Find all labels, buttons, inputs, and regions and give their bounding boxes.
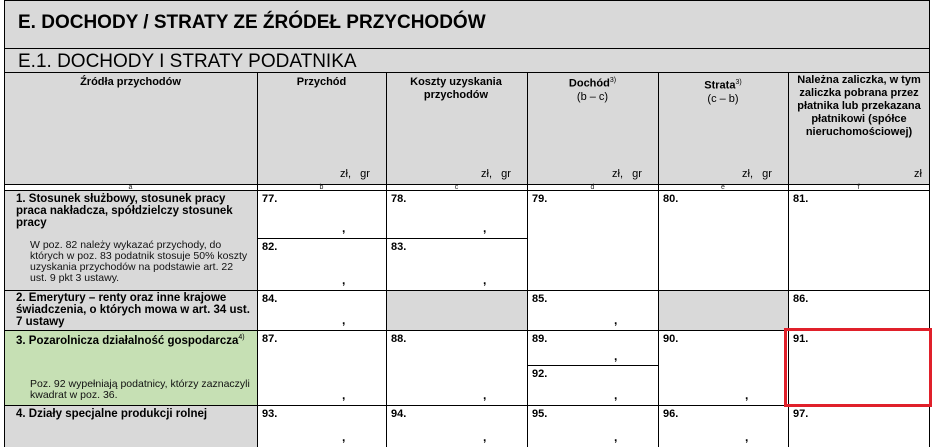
- col-letter-f: f: [857, 184, 860, 191]
- field-96[interactable]: 96. ,: [663, 408, 749, 444]
- unit-zaliczka: zł: [914, 168, 922, 180]
- field-87[interactable]: 87. ,: [262, 333, 346, 402]
- field-79[interactable]: 79.: [532, 193, 548, 205]
- field-88[interactable]: 88. ,: [391, 333, 487, 402]
- field-91[interactable]: 91.: [793, 333, 809, 345]
- field-80[interactable]: 80.: [663, 193, 679, 205]
- col-header-sources: Źródła przychodów: [80, 76, 181, 88]
- field-92[interactable]: 92. ,: [532, 368, 618, 402]
- highlight-field-91: [784, 328, 932, 407]
- row-3-note: Poz. 92 wypełniają podatnicy, którzy zaznaczyli kwadrat w poz. 36.: [30, 378, 250, 401]
- section-title: E. DOCHODY / STRATY ZE ŹRÓDEŁ PRZYCHODÓW: [18, 12, 486, 33]
- field-81[interactable]: 81.: [793, 193, 809, 205]
- field-90[interactable]: 90. ,: [663, 333, 749, 402]
- field-83[interactable]: 83. ,: [391, 241, 487, 287]
- unit-przychod: zł, gr: [340, 168, 370, 180]
- row-3-label: 3. Pozarolnicza działalność gospodarcza$^{4)}$: [16, 334, 245, 347]
- row-2-koszty-disabled-cell: [386, 290, 527, 330]
- field-82[interactable]: 82. ,: [262, 241, 346, 287]
- row-1-label: 1. Stosunek służbowy, stosunek pracy praca nakładcza, spółdzielczy stosunek pracy: [16, 193, 233, 229]
- unit-dochod: zł, gr: [612, 168, 642, 180]
- field-78[interactable]: 78. ,: [391, 193, 487, 235]
- row-2-label: 2. Emerytury – renty oraz inne krajowe świadczenia, o których mowa w art. 34 ust. 7 ustawy: [16, 292, 250, 328]
- subsection-title: E.1. DOCHODY I STRATY PODATNIKA: [18, 51, 357, 72]
- col-letter-a: a: [128, 184, 133, 191]
- field-86[interactable]: 86.: [793, 293, 809, 305]
- field-77[interactable]: 77. ,: [262, 193, 346, 235]
- unit-koszty: zł, gr: [481, 168, 511, 180]
- row-2-strata-disabled-cell: [658, 290, 788, 330]
- row-1-note: W poz. 82 należy wykazać przychody, do których w poz. 83 podatnik stosuje 50% koszty uzyskania przychodów na podstawie art. 22 ust. 9 pkt 3 ustawy.: [30, 239, 248, 284]
- field-93[interactable]: 93. ,: [262, 408, 346, 444]
- col-letter-b: b: [319, 184, 324, 191]
- field-85[interactable]: 85. ,: [532, 293, 618, 327]
- field-95[interactable]: 95. ,: [532, 408, 618, 444]
- field-84[interactable]: 84. ,: [262, 293, 346, 327]
- col-letter-e: e: [721, 184, 725, 191]
- field-94[interactable]: 94. ,: [391, 408, 487, 444]
- col-letter-d: d: [590, 184, 595, 191]
- col-letter-c: c: [454, 184, 459, 191]
- col-header-dochod: Dochód$^{3)}$ (b – c): [568, 77, 617, 103]
- field-97[interactable]: 97.: [793, 408, 809, 420]
- unit-strata: zł, gr: [742, 168, 772, 180]
- col-header-przychod: Przychód: [296, 76, 347, 88]
- field-89[interactable]: 89. ,: [532, 333, 618, 363]
- col-header-zaliczka: Należna zaliczka, w tym zaliczka pobrana przez płatnika lub przekazana płatnikowi (spółce nieruchomościowej): [797, 74, 921, 138]
- col-header-koszty: Koszty uzyskania przychodów: [410, 76, 502, 101]
- row-4-label: 4. Działy specjalne produkcji rolnej: [16, 408, 208, 420]
- col-header-strata: Strata$^{3)}$ (c – b): [704, 79, 742, 105]
